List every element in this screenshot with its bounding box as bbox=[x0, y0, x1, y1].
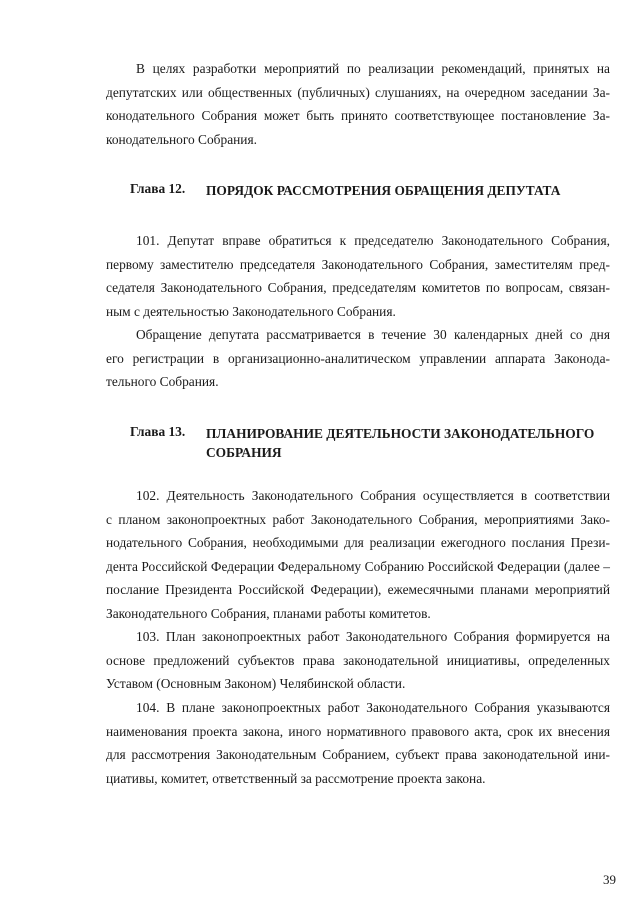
text-line: 104. В плане законопроектных работ Законодательного Собрания указываются bbox=[136, 700, 610, 715]
chapter-title-line: СОБРАНИЯ bbox=[206, 445, 282, 460]
text-line: для рассмотрения Законодательным Собранием, субъект права законодательной ини- bbox=[106, 747, 610, 762]
text-line: конодательного Собрания. bbox=[106, 131, 257, 147]
chapter-title-line: ПОРЯДОК РАССМОТРЕНИЯ ОБРАЩЕНИЯ ДЕПУТАТА bbox=[206, 183, 561, 198]
text-line: нодательного Собрания, необходимыми для реализации ежегодного послания Прези- bbox=[106, 535, 610, 550]
paragraph-102 bbox=[106, 484, 610, 625]
text-line: Обращение депутата рассматривается в течение 30 календарных дней со дня bbox=[136, 327, 610, 342]
text-line: 103. План законопроектных работ Законодательного Собрания формируется на bbox=[136, 629, 610, 644]
text-line: тельного Собрания. bbox=[106, 374, 219, 389]
chapter-number: Глава 13. bbox=[130, 424, 186, 439]
text-line: наименования проекта закона, иного нормативного правового акта, срок их внесения bbox=[106, 723, 610, 739]
text-line: конодательного Собрания может быть принято соответствующее постановление За- bbox=[106, 108, 610, 123]
text-line: В целях разработки мероприятий по реализации рекомендаций, принятых на bbox=[136, 61, 610, 76]
chapter-title bbox=[206, 181, 560, 200]
text-line: дента Российской Федерации Федеральному Собранию Российской Федерации (далее – bbox=[106, 558, 610, 574]
text-line: Законодательного Собрания, планами работы комитетов. bbox=[106, 605, 431, 621]
text-line: основе предложений субъектов права законодательной инициативы, определенных bbox=[106, 652, 610, 668]
text-line: депутатских или общественных (публичных) слушаниях, на очередном заседании За- bbox=[106, 84, 610, 100]
paragraph-104 bbox=[106, 696, 610, 790]
text-line: послание Президента Российской Федерации), ежемесячными планами мероприятий bbox=[106, 582, 610, 597]
text-line: 101. Депутат вправе обратиться к председателю Законодательного Собрания, bbox=[136, 233, 610, 248]
page-number: 39 bbox=[603, 872, 616, 887]
paragraph-101-appeal bbox=[106, 323, 610, 394]
text-line: первому заместителю председателя Законодательного Собрания, заместителям пред- bbox=[106, 256, 610, 272]
chapter-title-line: ПЛАНИРОВАНИЕ ДЕЯТЕЛЬНОСТИ ЗАКОНОДАТЕЛЬНОГО bbox=[206, 426, 595, 441]
text-line: Уставом (Основным Законом) Челябинской области. bbox=[106, 676, 406, 691]
chapter-title bbox=[206, 424, 594, 462]
chapter-number: Глава 12. bbox=[130, 181, 186, 196]
paragraph-recommendations bbox=[106, 57, 610, 151]
text-line: ным с деятельностью Законодательного Собрания. bbox=[106, 303, 396, 319]
text-line: 102. Деятельность Законодательного Собрания осуществляется в соответствии bbox=[136, 488, 610, 503]
text-line: седателя Законодательного Собрания, председателям комитетов по вопросам, связан- bbox=[106, 280, 610, 295]
paragraph-101 bbox=[106, 229, 610, 323]
text-line: его регистрации в организационно-аналитическом управлении аппарата Законода- bbox=[106, 350, 610, 366]
paragraph-103 bbox=[106, 625, 610, 696]
text-line: с планом законопроектных работ Законодательного Собрания, мероприятиями Зако- bbox=[106, 511, 610, 527]
text-line: циативы, комитет, ответственный за рассмотрение проекта закона. bbox=[106, 770, 486, 786]
